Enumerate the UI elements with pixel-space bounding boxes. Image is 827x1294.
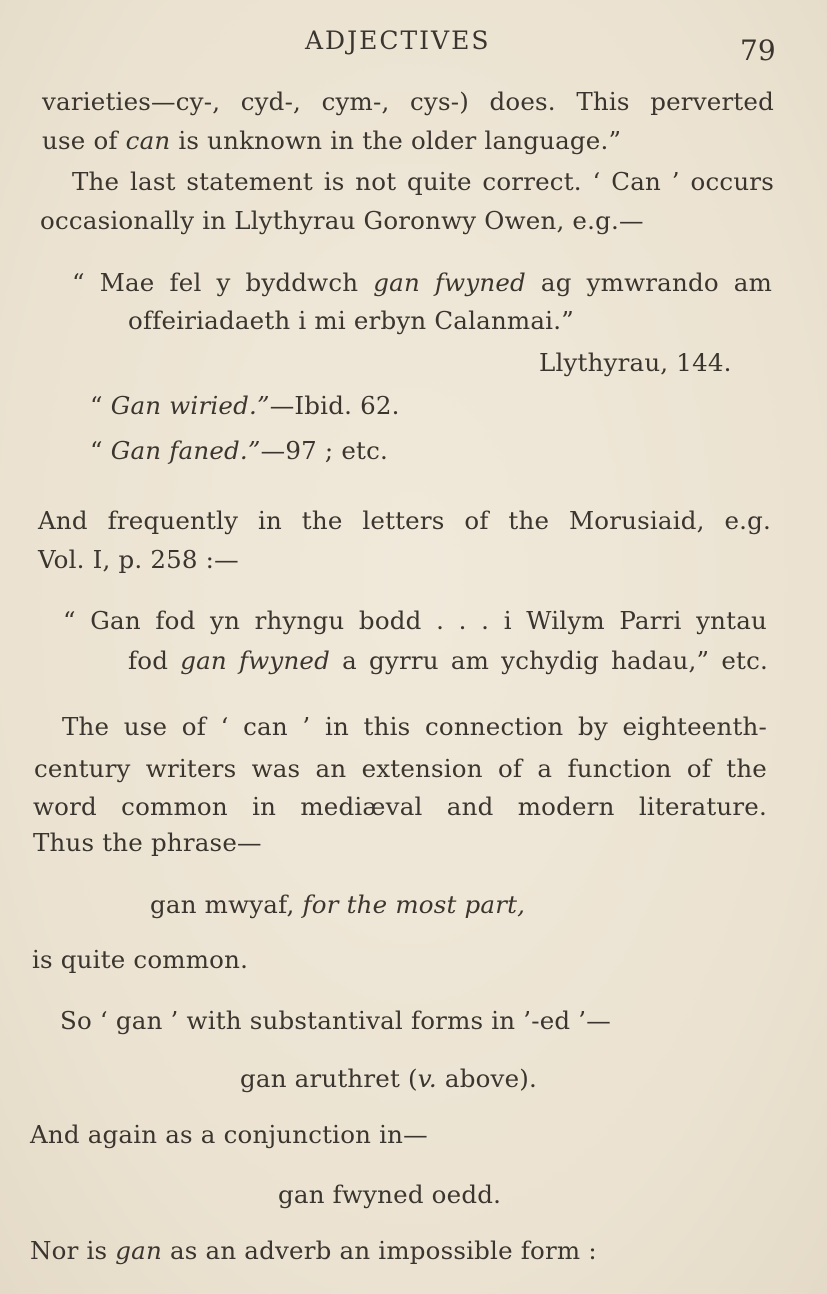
quotation-1-source: Llythyrau, 144. (539, 348, 732, 377)
quotation-2 (90, 391, 400, 420)
text-run: —Ibid. 62. (269, 391, 400, 420)
text-run: use of (42, 126, 126, 155)
paragraph-4-line-4: Thus the phrase— (33, 828, 262, 857)
paragraph-4-line-3: word common in mediæval and modern literature. (33, 792, 767, 821)
paragraph-4-line-1: The use of ‘ can ’ in this connection by eighteenth- (62, 712, 767, 741)
text-run: “ Mae fel y byddwch (72, 268, 374, 297)
italic-run: for the most part, (302, 890, 526, 919)
italic-run: v. (417, 1064, 437, 1093)
paragraph-2-line-1: The last statement is not quite correct. ‘ Can ’ occurs (72, 167, 774, 196)
paragraph-5: is quite common. (32, 945, 249, 974)
text-run: —97 ; etc. (260, 436, 388, 465)
example-1 (150, 890, 525, 919)
page-number: 79 (740, 34, 776, 67)
paragraph-4-line-2: century writers was an extension of a function of the (34, 754, 767, 783)
text-run: Nor is (30, 1236, 116, 1265)
italic-run: gan fwyned (373, 268, 526, 297)
quotation-4-line-2 (128, 646, 768, 675)
text-run: “ (90, 436, 111, 465)
italic-run: Gan faned.” (110, 436, 261, 465)
quotation-3 (90, 436, 388, 465)
italic-run: Gan wiried.” (110, 391, 270, 420)
paragraph-3-line-1: And frequently in the letters of the Morusiaid, e.g. (38, 506, 771, 535)
text-run: is unknown in the older language.” (170, 126, 622, 155)
text-run: gan aruthret ( (240, 1064, 418, 1093)
text-run: “ (90, 391, 111, 420)
quotation-4-line-1: “ Gan fod yn rhyngu bodd . . . i Wilym Parri yntau (63, 606, 767, 635)
quotation-1-line-1 (72, 268, 772, 297)
example-3: gan fwyned oedd. (278, 1180, 502, 1209)
paragraph-3-line-2: Vol. I, p. 258 :— (38, 545, 239, 574)
running-title: ADJECTIVES (305, 26, 491, 55)
example-2 (240, 1064, 537, 1093)
quotation-1-line-2: offeiriadaeth i mi erbyn Calanmai.” (128, 306, 574, 335)
paragraph-1-line-1: varieties—cy-, cyd-, cym-, cys-) does. This perverted (42, 87, 774, 116)
text-run: fod (128, 646, 181, 675)
italic-run: gan (115, 1236, 162, 1265)
paragraph-8 (30, 1236, 597, 1265)
paragraph-2-line-2: occasionally in Llythyrau Goronwy Owen, e.g.— (40, 206, 644, 235)
italic-run: gan fwyned (180, 646, 331, 675)
paragraph-7: And again as a conjunction in— (30, 1120, 428, 1149)
text-run: ag ymwrando am (525, 268, 773, 297)
italic-run: can (125, 126, 171, 155)
paragraph-1-line-2 (42, 126, 621, 155)
text-run: above). (436, 1064, 538, 1093)
text-run: as an adverb an impossible form : (161, 1236, 597, 1265)
text-run: a gyrru am ychydig hadau,” etc. (330, 646, 768, 675)
paragraph-6: So ‘ gan ’ with substantival forms in ’-ed ’— (60, 1006, 611, 1035)
text-run: gan mwyaf, (150, 890, 303, 919)
